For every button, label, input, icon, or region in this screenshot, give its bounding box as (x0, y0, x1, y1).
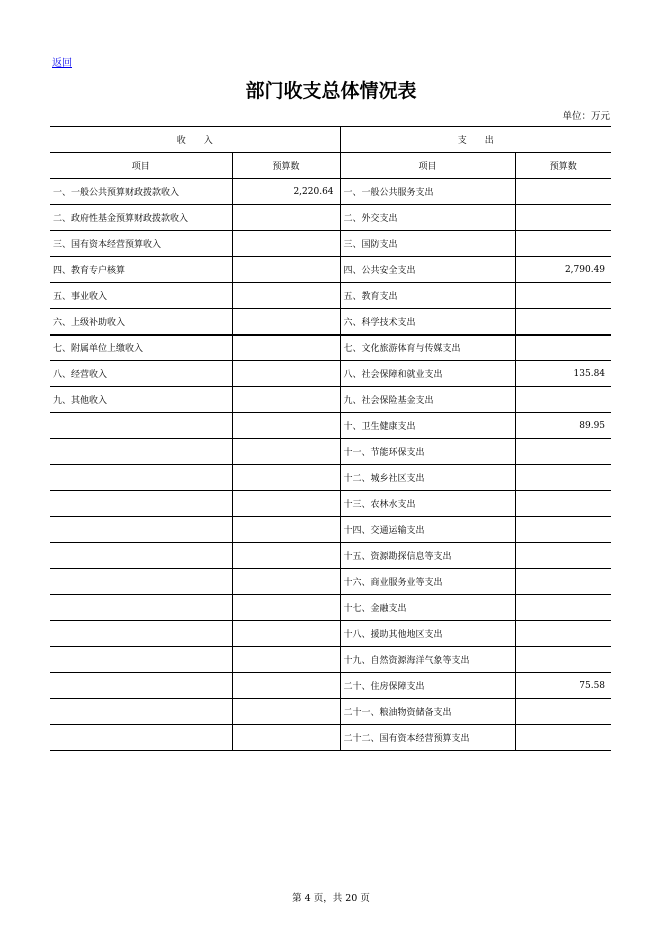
expense-amount-cell (515, 309, 611, 335)
column-header-row (50, 153, 611, 179)
table-row (50, 465, 611, 491)
back-link[interactable]: 返回 (52, 58, 72, 69)
page-footer: 第 4 页，共 20 页 (292, 893, 370, 904)
income-amount-cell (232, 699, 340, 725)
expense-amount-cell: 89.95 (515, 413, 611, 439)
expense-item-cell: 二十一、粮油物资储备支出 (340, 699, 515, 725)
income-item-header: 项目 (50, 153, 232, 179)
expense-item-cell: 十九、自然资源海洋气象等支出 (340, 647, 515, 673)
income-item-cell (50, 517, 232, 543)
expense-item-cell: 五、教育支出 (340, 283, 515, 309)
income-amount-cell (232, 491, 340, 517)
budget-table (50, 126, 611, 751)
table-row (50, 205, 611, 231)
expense-item-cell: 四、公共安全支出 (340, 257, 515, 283)
income-item-cell: 二、政府性基金预算财政拨款收入 (50, 205, 232, 231)
income-item-cell: 一、一般公共预算财政拨款收入 (50, 179, 232, 205)
income-amount-cell (232, 725, 340, 751)
income-amount-cell (232, 257, 340, 283)
table-row (50, 491, 611, 517)
expense-amount-cell (515, 491, 611, 517)
expense-item-cell: 二十二、国有资本经营预算支出 (340, 725, 515, 751)
table-row (50, 309, 611, 335)
income-item-cell: 七、附属单位上缴收入 (50, 335, 232, 361)
expense-amount-cell (515, 231, 611, 257)
expense-item-header: 项目 (340, 153, 515, 179)
table-row (50, 569, 611, 595)
table-row (50, 439, 611, 465)
income-amount-cell (232, 231, 340, 257)
income-group-header: 收 入 (50, 127, 340, 153)
expense-item-cell: 十、卫生健康支出 (340, 413, 515, 439)
expense-amount-cell (515, 621, 611, 647)
expense-item-cell: 十七、金融支出 (340, 595, 515, 621)
table-row (50, 543, 611, 569)
table-row (50, 361, 611, 387)
income-item-cell (50, 465, 232, 491)
income-item-cell: 五、事业收入 (50, 283, 232, 309)
expense-amount-cell (515, 647, 611, 673)
expense-item-cell: 三、国防支出 (340, 231, 515, 257)
income-item-cell: 三、国有资本经营预算收入 (50, 231, 232, 257)
income-item-cell (50, 439, 232, 465)
expense-item-cell: 六、科学技术支出 (340, 309, 515, 335)
expense-item-cell: 九、社会保险基金支出 (340, 387, 515, 413)
income-item-cell (50, 699, 232, 725)
income-item-cell: 九、其他收入 (50, 387, 232, 413)
income-item-cell (50, 595, 232, 621)
expense-amount-cell (515, 205, 611, 231)
income-amount-cell (232, 673, 340, 699)
expense-item-cell: 十一、节能环保支出 (340, 439, 515, 465)
expense-item-cell: 十二、城乡社区支出 (340, 465, 515, 491)
table-row (50, 257, 611, 283)
income-item-cell (50, 413, 232, 439)
income-item-cell: 六、上级补助收入 (50, 309, 232, 335)
income-amount-cell (232, 439, 340, 465)
expense-item-cell: 十六、商业服务业等支出 (340, 569, 515, 595)
expense-amount-cell (515, 439, 611, 465)
expense-amount-cell (515, 569, 611, 595)
income-amount-cell (232, 387, 340, 413)
expense-amount-cell (515, 387, 611, 413)
income-item-cell: 四、教育专户核算 (50, 257, 232, 283)
table-row (50, 595, 611, 621)
income-amount-cell (232, 595, 340, 621)
table-row (50, 283, 611, 309)
table-row (50, 387, 611, 413)
income-amount-cell (232, 543, 340, 569)
income-amount-cell (232, 335, 340, 361)
expense-amount-header: 预算数 (515, 153, 611, 179)
income-amount-cell (232, 517, 340, 543)
expense-amount-cell: 135.84 (515, 361, 611, 387)
income-amount-cell (232, 413, 340, 439)
expense-amount-cell (515, 283, 611, 309)
expense-amount-cell (515, 725, 611, 751)
table-row (50, 335, 611, 361)
income-amount-header: 预算数 (232, 153, 340, 179)
group-header-row (50, 127, 611, 153)
expense-amount-cell (515, 179, 611, 205)
income-item-cell (50, 621, 232, 647)
expense-amount-cell (515, 465, 611, 491)
expense-item-cell: 一、一般公共服务支出 (340, 179, 515, 205)
income-amount-cell (232, 205, 340, 231)
table-row (50, 621, 611, 647)
expense-item-cell: 七、文化旅游体育与传媒支出 (340, 335, 515, 361)
expense-amount-cell (515, 335, 611, 361)
income-amount-cell (232, 309, 340, 335)
page-title: 部门收支总体情况表 (245, 80, 417, 102)
income-item-cell (50, 569, 232, 595)
table-row (50, 647, 611, 673)
income-amount-cell (232, 647, 340, 673)
income-item-cell (50, 725, 232, 751)
expense-amount-cell: 75.58 (515, 673, 611, 699)
income-amount-cell (232, 361, 340, 387)
income-item-cell: 八、经营收入 (50, 361, 232, 387)
table-row (50, 673, 611, 699)
expense-item-cell: 十五、资源勘探信息等支出 (340, 543, 515, 569)
unit-label: 单位：万元 (562, 111, 610, 122)
income-amount-cell (232, 465, 340, 491)
table-row (50, 179, 611, 205)
income-amount-cell (232, 621, 340, 647)
expense-item-cell: 二、外交支出 (340, 205, 515, 231)
income-amount-cell (232, 283, 340, 309)
expense-item-cell: 二十、住房保障支出 (340, 673, 515, 699)
income-item-cell (50, 491, 232, 517)
income-item-cell (50, 673, 232, 699)
expense-item-cell: 十三、农林水支出 (340, 491, 515, 517)
expense-amount-cell (515, 595, 611, 621)
income-item-cell (50, 647, 232, 673)
table-row (50, 517, 611, 543)
income-item-cell (50, 543, 232, 569)
expense-amount-cell: 2,790.49 (515, 257, 611, 283)
income-amount-cell: 2,220.64 (232, 179, 340, 205)
income-amount-cell (232, 569, 340, 595)
table-row (50, 699, 611, 725)
expense-amount-cell (515, 699, 611, 725)
expense-amount-cell (515, 543, 611, 569)
expense-item-cell: 八、社会保障和就业支出 (340, 361, 515, 387)
expense-item-cell: 十四、交通运输支出 (340, 517, 515, 543)
table-row (50, 231, 611, 257)
expense-amount-cell (515, 517, 611, 543)
expense-group-header: 支 出 (340, 127, 611, 153)
table-row (50, 725, 611, 751)
table-row (50, 413, 611, 439)
expense-item-cell: 十八、援助其他地区支出 (340, 621, 515, 647)
